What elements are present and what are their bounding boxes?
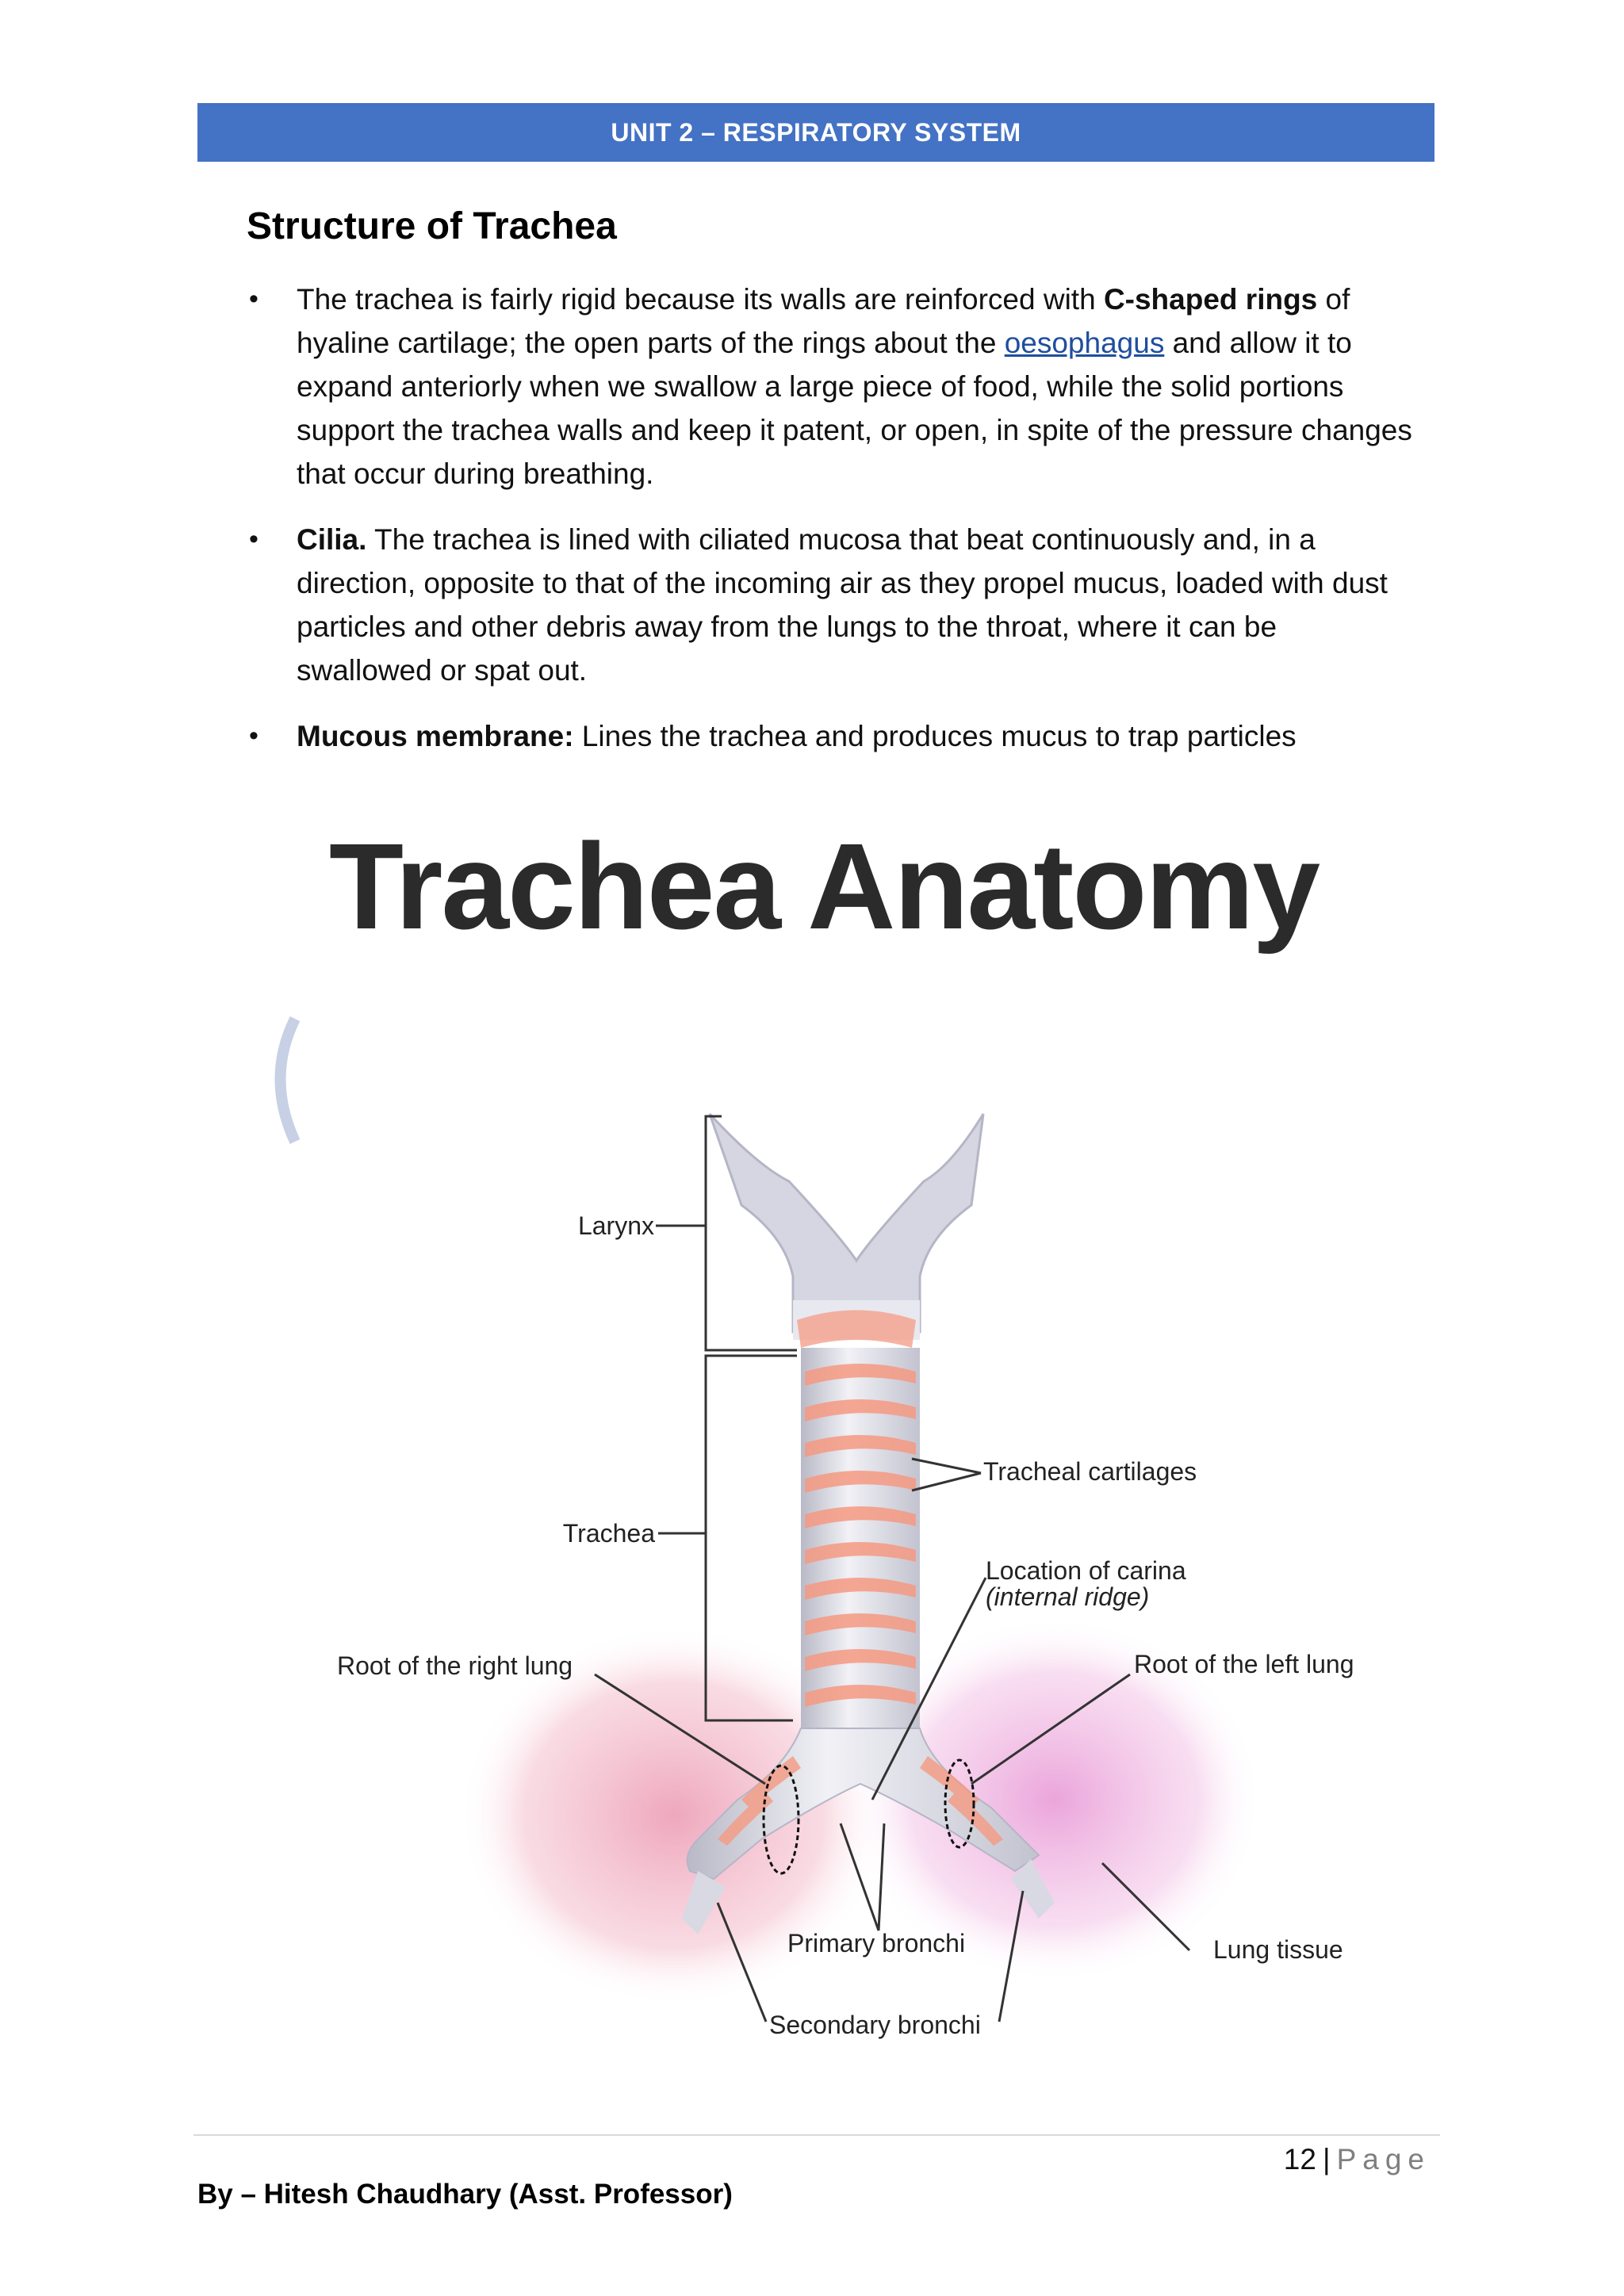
unit-header-title: UNIT 2 – RESPIRATORY SYSTEM [611, 117, 1021, 147]
bullet-text: Lines the trachea and produces mucus to trap particles [573, 720, 1297, 752]
bullet-text: and allow it to expand anteriorly when we swallow a large piece of food, while the solid portions support the trachea walls and keep it patent, or open, in spite of the pressure changes that occur during breathing. [297, 327, 1412, 490]
section-title: Structure of Trachea [247, 205, 617, 247]
label-secondary-bronchi: Secondary bronchi [769, 2011, 981, 2039]
page-number-value: 12 [1283, 2143, 1316, 2175]
label-larynx: Larynx [577, 1211, 654, 1240]
label-lung-tissue: Lung tissue [1213, 1935, 1343, 1964]
decorative-arc [281, 1019, 296, 1142]
page-number [1284, 2143, 1431, 2176]
footer-divider [193, 2134, 1440, 2136]
label-trachea: Trachea [562, 1519, 655, 1548]
larynx-shape [710, 1114, 983, 1348]
bullet-dot: • [249, 524, 259, 554]
label-carina-note: (internal ridge) [986, 1582, 1150, 1611]
footer-author: By – Hitesh Chaudhary (Asst. Professor) [197, 2179, 733, 2210]
bullet-text: The trachea is fairly rigid because its walls are reinforced with [297, 283, 1104, 316]
label-root-right-lung: Root of the right lung [337, 1651, 573, 1680]
figure-title: Trachea Anatomy [328, 818, 1320, 955]
bullet-bold-term: C-shaped rings [1103, 283, 1318, 316]
label-root-left-lung: Root of the left lung [1134, 1650, 1354, 1678]
bullet-text: The trachea is lined with ciliated mucosa that beat continuously and, in a direction, opposite to that of the incoming air as they propel mucus, loaded with dust particles and other debris away from the lungs to the throat, where it can be swallowed or spat out. [297, 523, 1388, 687]
bullet-bold-term: Mucous membrane: [297, 720, 574, 752]
page-separator: | [1322, 2143, 1331, 2175]
bullet-text: of hyaline cartilage; the open parts of the rings about the [297, 283, 1350, 359]
bullet-dot: • [249, 721, 259, 751]
label-primary-bronchi: Primary bronchi [787, 1929, 966, 1957]
oesophagus-link[interactable]: oesophagus [1004, 327, 1165, 359]
bullet-bold-term: Cilia. [297, 523, 367, 556]
label-tracheal-cartilages: Tracheal cartilages [983, 1457, 1197, 1486]
label-carina: Location of carina [986, 1556, 1186, 1585]
page-word: Page [1336, 2143, 1431, 2175]
bullet-dot: • [249, 284, 259, 314]
trachea-tube [801, 1348, 920, 1744]
